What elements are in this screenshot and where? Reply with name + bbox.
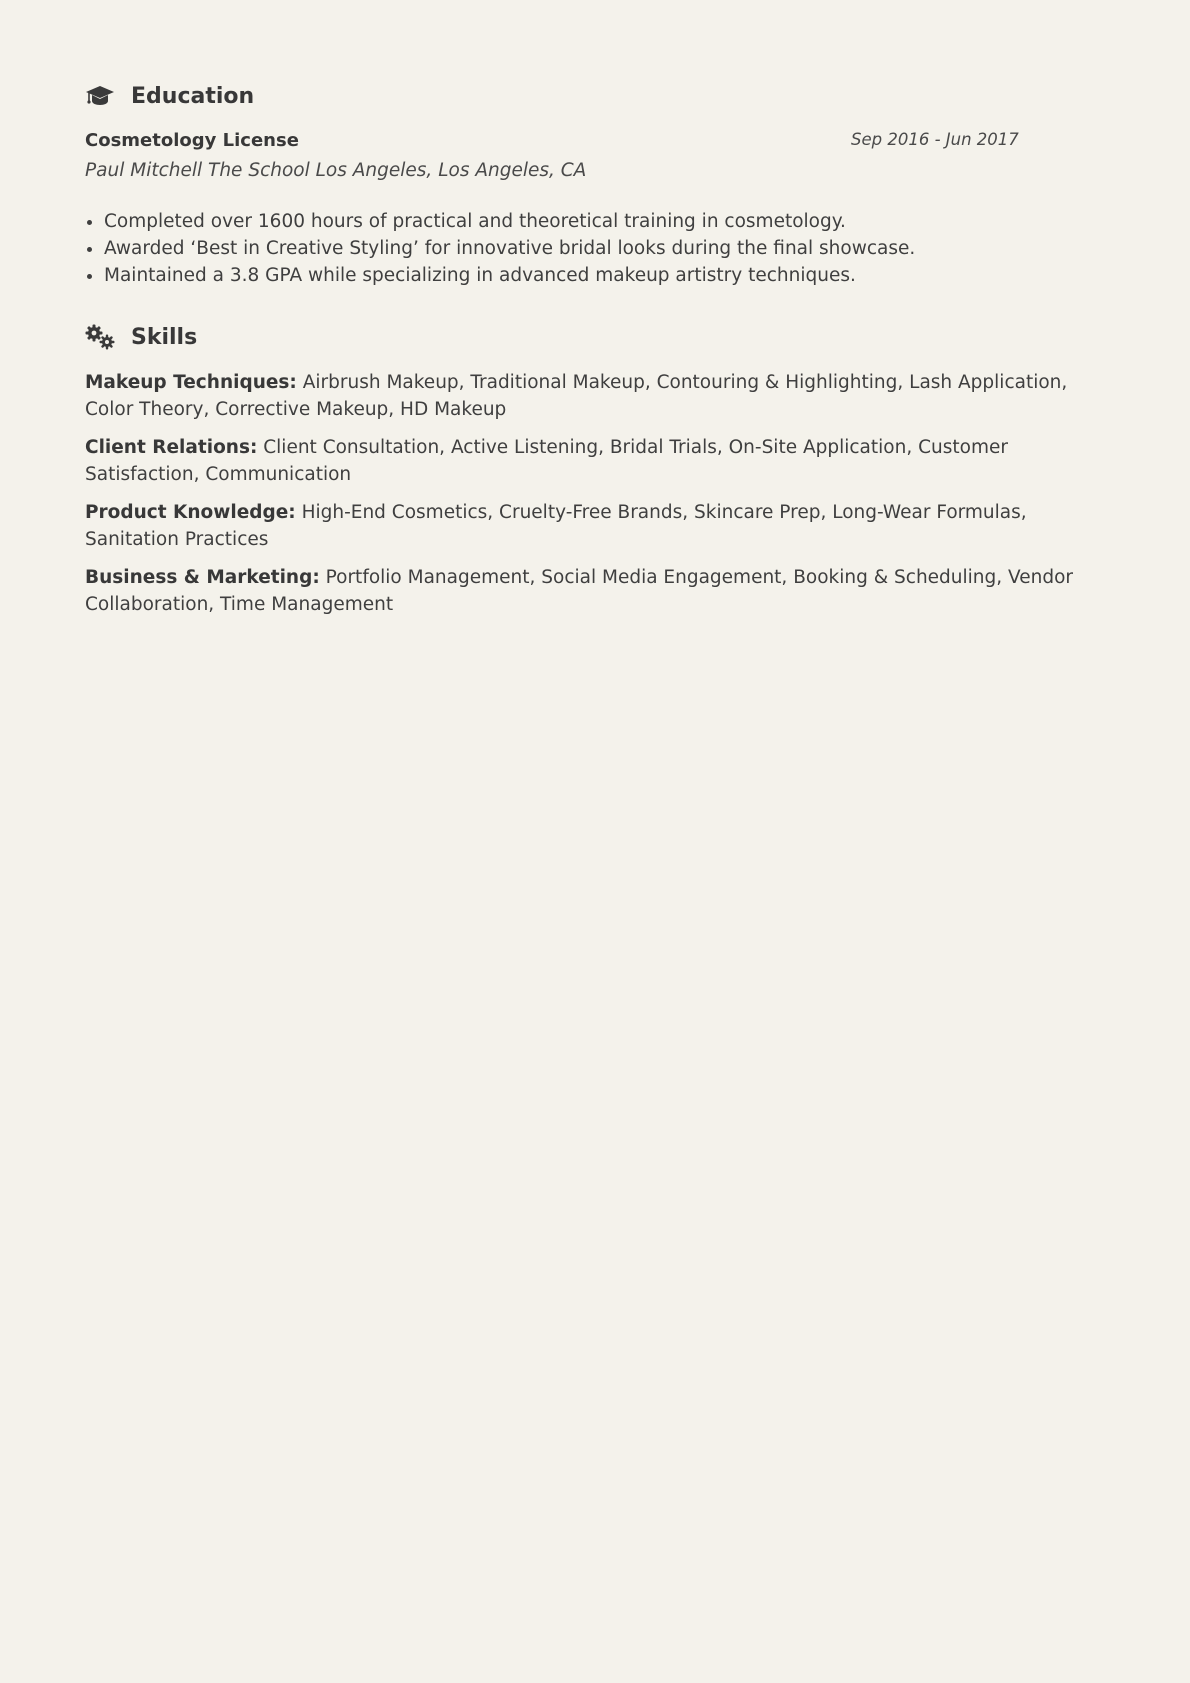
skill-group-items: Client Consultation, Active Listening, Bridal Trials, On-Site Application, Customer Satisfaction, Communication [85, 437, 1008, 485]
skill-group-label: Business & Marketing: [85, 567, 320, 588]
school-name: Paul Mitchell The School Los Angeles, Los Angeles, CA [85, 160, 587, 181]
education-bullets [85, 208, 1105, 289]
education-entry-header [85, 128, 1105, 154]
graduation-cap-icon [85, 81, 115, 111]
list-item: Completed over 1600 hours of practical and theoretical training in cosmetology. [85, 208, 1105, 235]
education-section [85, 78, 1105, 289]
skill-group-label: Makeup Techniques: [85, 372, 297, 393]
list-item: Maintained a 3.8 GPA while specializing in advanced makeup artistry techniques. [85, 262, 1105, 289]
degree-title: Cosmetology License [85, 130, 299, 151]
skill-group-label: Product Knowledge: [85, 502, 296, 523]
education-title: Education [131, 83, 255, 109]
education-dates: Sep 2016 - Jun 2017 [851, 130, 1019, 149]
gears-icon [85, 322, 115, 352]
skill-group-product-knowledge [85, 499, 1105, 553]
skill-group-items: Airbrush Makeup, Traditional Makeup, Contouring & Highlighting, Lash Application, Color Theory, Corrective Makeup, HD Makeup [85, 372, 1068, 420]
skill-group-items: High-End Cosmetics, Cruelty-Free Brands, Skincare Prep, Long-Wear Formulas, Sanitation Practices [85, 502, 1027, 550]
skill-group-makeup-techniques [85, 369, 1105, 423]
skills-title: Skills [131, 324, 198, 350]
skills-header [85, 319, 1105, 355]
education-entry [85, 128, 1105, 289]
skill-group-client-relations [85, 434, 1105, 488]
skills-list [85, 369, 1105, 618]
education-header [85, 78, 1105, 114]
resume-page [85, 78, 1105, 629]
list-item: Awarded ‘Best in Creative Styling’ for innovative bridal looks during the final showcase. [85, 235, 1105, 262]
skills-section [85, 319, 1105, 618]
skill-group-label: Client Relations: [85, 437, 258, 458]
skill-group-items: Portfolio Management, Social Media Engagement, Booking & Scheduling, Vendor Collaboration, Time Management [85, 567, 1074, 615]
skill-group-business-marketing [85, 564, 1105, 618]
